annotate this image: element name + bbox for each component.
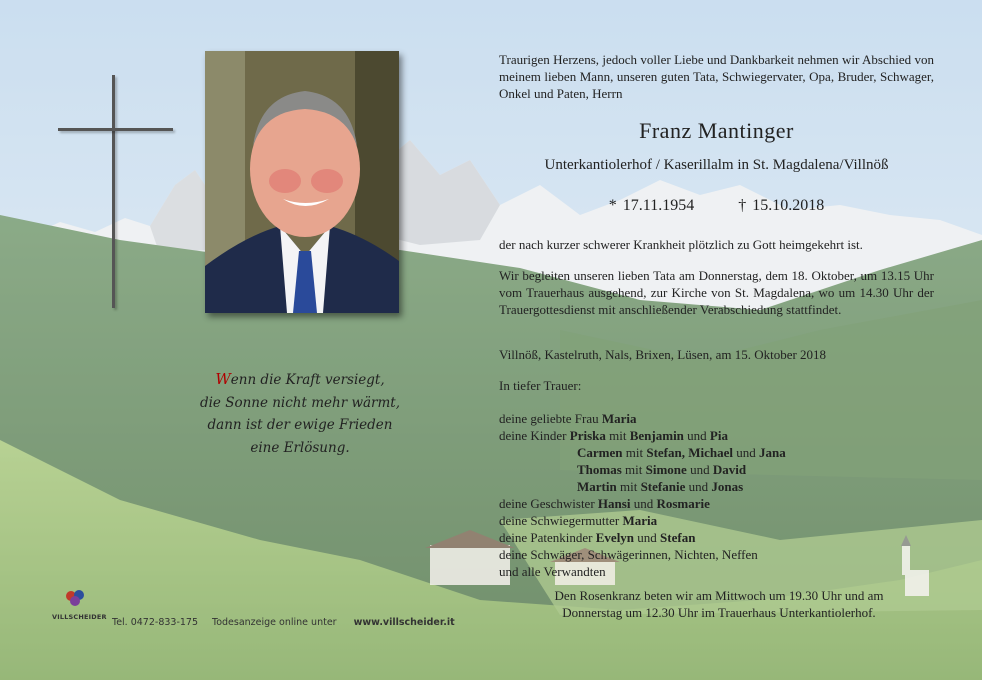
family-list	[499, 410, 939, 580]
poem-line-4: eine Erlösung.	[250, 439, 350, 456]
birth-date: * 17.11.1954	[608, 197, 695, 214]
footer-contact	[112, 617, 469, 628]
mourning-heading: In tiefer Trauer:	[499, 378, 582, 393]
intro-text: Traurigen Herzens, jedoch voller Liebe und Dankbarkeit nehmen wir Abschied von meinem lieben Mann, unseren guten Tata, Schwiegervater, Opa, Bruder, Schwager, Onkel und Paten, Herrn	[499, 52, 934, 101]
family-wife: deine geliebte Frau Maria	[499, 411, 637, 426]
family-children-1: deine Kinder Priska mit Benjamin und Pia	[499, 428, 728, 443]
poem-line-3: dann ist der ewige Frieden	[207, 417, 393, 433]
death-text: der nach kurzer schwerer Krankheit plötzlich zu Gott heimgekehrt ist.	[499, 237, 863, 252]
date-place-line: Villnöß, Kastelruth, Nals, Brixen, Lüsen, am 15. Oktober 2018	[499, 347, 827, 362]
rosary-line-2: Donnerstag um 12.30 Uhr im Trauerhaus Unterkantiolerhof.	[562, 605, 876, 620]
poem-line-1: Wenn die Kraft versiegt,	[215, 370, 385, 388]
family-in-laws: deine Schwäger, Schwägerinnen, Nichten, Neffen	[499, 547, 758, 562]
family-siblings: deine Geschwister Hansi und Rosmarie	[499, 496, 710, 511]
cross-vertical-bar	[112, 75, 115, 308]
footer-online: Todesanzeige online unter www.villscheider.it	[212, 617, 455, 628]
death-date: † 15.10.2018	[738, 197, 825, 214]
family-children-4: Martin mit Stefanie und Jonas	[577, 479, 744, 494]
life-dates	[499, 197, 934, 215]
rosary-text	[499, 587, 939, 621]
footer-phone: Tel. 0472-833-175	[112, 617, 199, 628]
logo-text: VILLSCHEIDER	[52, 613, 107, 621]
family-relatives: und alle Verwandten	[499, 564, 606, 579]
footer-url-link[interactable]: www.villscheider.it	[353, 617, 455, 628]
portrait-photo	[205, 51, 399, 313]
family-mother-in-law: deine Schwiegermutter Maria	[499, 513, 658, 528]
logo-flower-icon	[63, 588, 89, 608]
deceased-name: Franz Mantinger	[639, 118, 794, 143]
poem-initial: W	[215, 370, 231, 388]
funeral-text: Wir begleiten unseren lieben Tata am Donnerstag, dem 18. Oktober, um 13.15 Uhr vom Trauerhaus ausgehend, zur Kirche von St. Magdalena, wo um 14.30 Uhr der Trauergottesdienst mit anschließender Verabschiedung stattfindet.	[499, 268, 934, 317]
memorial-poem	[180, 368, 420, 459]
residence-line: Unterkantiolerhof / Kaserillalm in St. Magdalena/Villnöß	[544, 157, 889, 173]
cross-horizontal-bar	[58, 128, 173, 131]
villscheider-logo	[52, 588, 107, 621]
family-children-3: Thomas mit Simone und David	[577, 462, 747, 477]
rosary-line-1: Den Rosenkranz beten wir am Mittwoch um 19.30 Uhr und am	[554, 588, 884, 603]
poem-line-2: die Sonne nicht mehr wärmt,	[199, 394, 401, 411]
family-godchildren: deine Patenkinder Evelyn und Stefan	[499, 530, 696, 545]
family-children-2: Carmen mit Stefan, Michael und Jana	[577, 445, 786, 460]
